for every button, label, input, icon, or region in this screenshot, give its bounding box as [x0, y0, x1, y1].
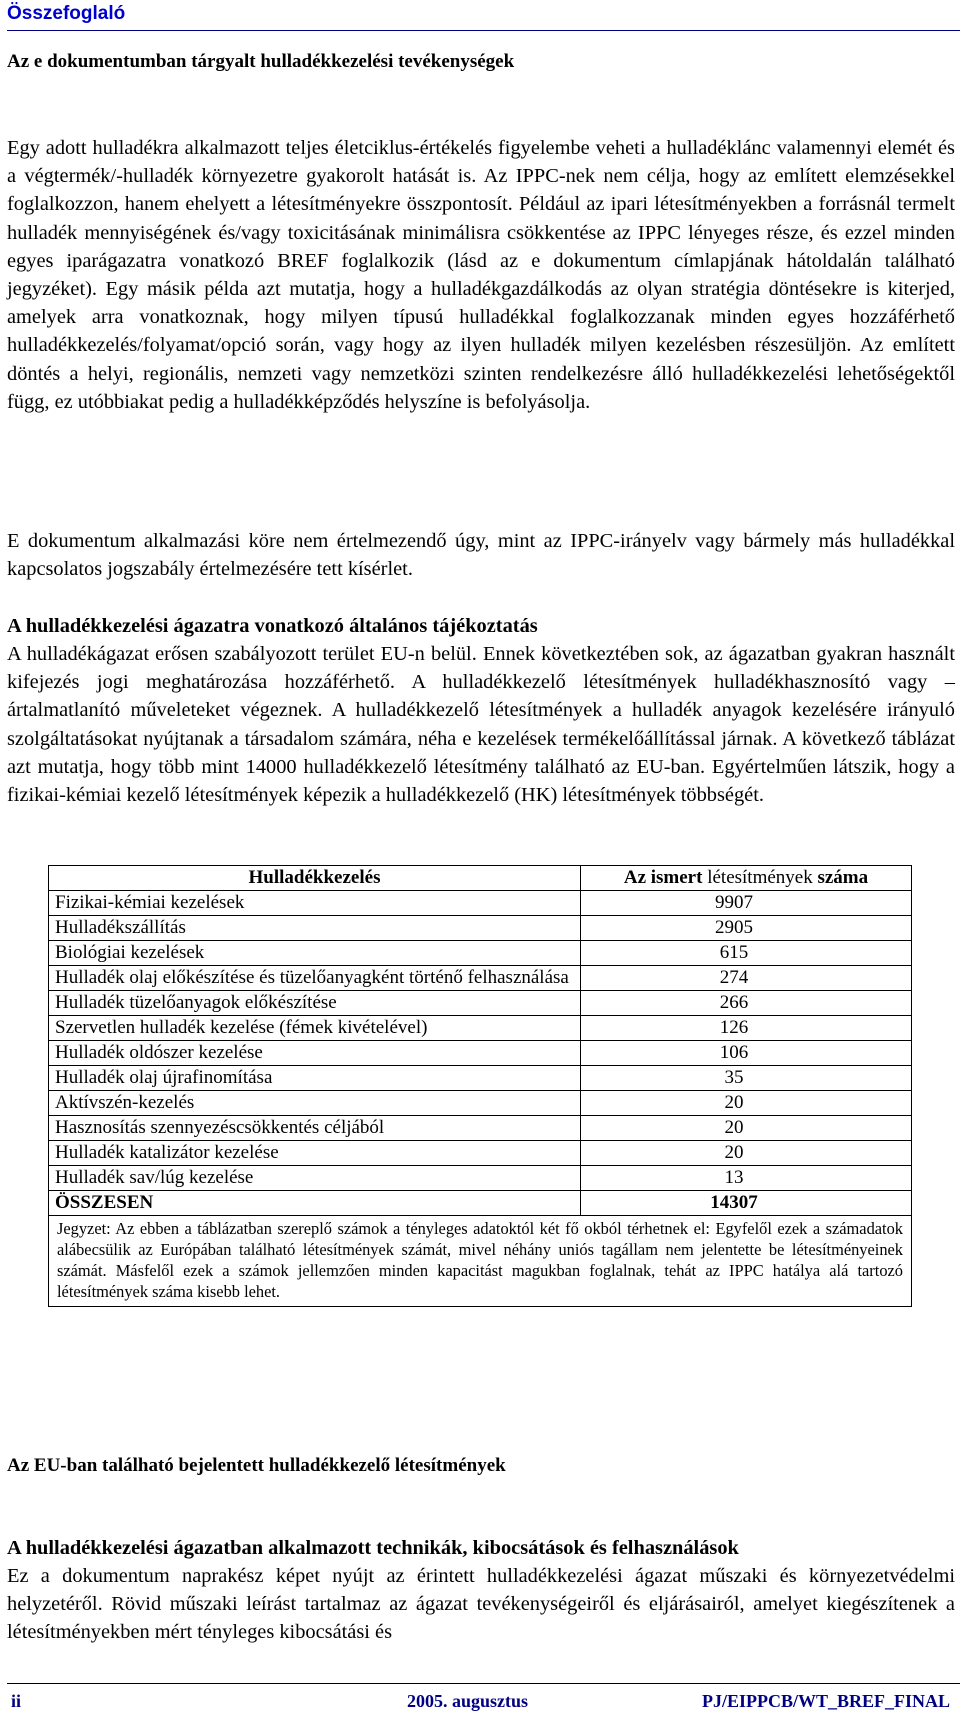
row-facility-count: 266	[581, 991, 912, 1016]
section-heading-activities: Az e dokumentumban tárgyalt hulladékkezelési tevékenységek	[7, 51, 515, 72]
paragraph-lifecycle: Egy adott hulladékra alkalmazott teljes életciklus-értékelés figyelembe veheti a hulladéklánc valamennyi elemét és a végtermék/-hulladék környezetre gyakorolt hatását is. Az IPPC-nek nem célja, hogy az említett elemzésekkel foglalkozzon, hanem ehelyett a létesítményekre összpontosít. Például az ipari létesítményekben a forrásnál termelt hulladék mennyiségének és/vagy toxicitásának minimálisra csökkentése az IPPC lényeges része, és ezzel minden egyes iparágazatra vonatkozó BREF foglalkozik (lásd az e dokumentum címlapjának hátoldalán található jegyzéket). Egy másik példa azt mutatja, hogy a hulladékgazdálkodás az olyan stratégia döntésekre is kiterjed, amelyek arra vonatkoznak, hogy milyen típusú hulladékkal foglalkozzanak minden egyes hozzáférhető hulladékkezelés/folyamat/opció során, vagy hogy az ilyen hulladék milyen kezelésben részesüljön. Az említett döntés a helyi, regionális, nemzeti vagy nemzetközi szinten rendelkezésre álló hulladékkezelési lehetőségektől függ, ez utóbbiakat pedig a hulladékképződés helyszíne is befolyásolja.	[7, 137, 955, 413]
header-title: Összefoglaló	[7, 3, 126, 24]
table-row	[49, 991, 912, 1016]
table-body	[49, 891, 912, 1191]
row-facility-count: 2905	[581, 916, 912, 941]
table-row	[49, 1141, 912, 1166]
table-row	[49, 1016, 912, 1041]
table-note-row	[49, 1216, 912, 1307]
paragraph-techniques: Ez a dokumentum naprakész képet nyújt az érintett hulladékkezelési ágazat műszaki és környezetvédelmi helyzetéről. Rövid műszaki leírást tartalmaz az ágazat tevékenységeiről és eljárásairól, amelyet kiegészítenek a létesítményekben mért tényleges kibocsátási és	[7, 1565, 955, 1644]
row-treatment-label: Szervetlen hulladék kezelése (fémek kivételével)	[49, 1016, 581, 1041]
table-total-row	[49, 1191, 912, 1216]
footer-page-number: ii	[11, 1691, 22, 1711]
row-treatment-label: Hulladék sav/lúg kezelése	[49, 1166, 581, 1191]
row-treatment-label: Hulladék olaj újrafinomítása	[49, 1066, 581, 1091]
table-row	[49, 941, 912, 966]
row-treatment-label: Fizikai-kémiai kezelések	[49, 891, 581, 916]
row-facility-count: 274	[581, 966, 912, 991]
table-header-row	[49, 866, 912, 891]
row-treatment-label: Aktívszén-kezelés	[49, 1091, 581, 1116]
row-facility-count: 615	[581, 941, 912, 966]
section-heading-techniques: A hulladékkezelési ágazatban alkalmazott technikák, kibocsátások és felhasználások	[7, 1537, 739, 1559]
row-treatment-label: Hulladék olaj előkészítése és tüzelőanyagként történő felhasználása	[49, 966, 581, 991]
table-row	[49, 891, 912, 916]
row-facility-count: 13	[581, 1166, 912, 1191]
table-note: Jegyzet: Az ebben a táblázatban szereplő számok a tényleges adatoktól két fő okból térhetnek el: Egyfelől ezek a számadatok alábecsülik az Európában található létesítmények számát, mivel néhány uniós tagállam nem jelentette be létesítményeinek számát. Másfelől ezek a számok jellemzően minden kapacitást magukban foglalnak, tehát az IPPC hatálya alá tartozó létesítmények száma kisebb lehet.	[49, 1216, 912, 1307]
table-caption: Az EU-ban található bejelentett hulladékkezelő létesítmények	[7, 1455, 506, 1476]
table-row	[49, 1066, 912, 1091]
table-header-treatment: Hulladékkezelés	[49, 866, 581, 891]
paragraph-general-info: A hulladékágazat erősen szabályozott terület EU-n belül. Ennek következtében sok, az ágazatban gyakran használt kifejezés jogi meghatározása hozzáférhető. A hulladékkezelő létesítmények hulladékhasznosító vagy –ártalmatlanító műveleteket végeznek. A hulladékkezelő létesítmények a hulladék anyagok kezelésére irányuló szolgáltatásokat nyújtanak a társadalom számára, néha e kezelések termékelőállítással járnak. A következő táblázat azt mutatja, hogy több mint 14000 hulladékkezelő létesítmény található az EU-ban. Egyértelműen látszik, hogy a fizikai-kémiai kezelő létesítmények képezik a hulladékkezelő (HK) létesítmények többségét.	[7, 643, 955, 807]
row-facility-count: 20	[581, 1116, 912, 1141]
facilities-table	[48, 865, 912, 1307]
row-facility-count: 35	[581, 1066, 912, 1091]
footer-document-code: PJ/EIPPCB/WT_BREF_FINAL	[701, 1691, 950, 1711]
row-facility-count: 20	[581, 1141, 912, 1166]
table-row	[49, 966, 912, 991]
row-treatment-label: Hulladékszállítás	[49, 916, 581, 941]
row-facility-count: 106	[581, 1041, 912, 1066]
row-facility-count: 126	[581, 1016, 912, 1041]
row-treatment-label: Hulladék oldószer kezelése	[49, 1041, 581, 1066]
row-treatment-label: Hasznosítás szennyezéscsökkentés céljából	[49, 1116, 581, 1141]
row-facility-count: 9907	[581, 891, 912, 916]
row-treatment-label: Hulladék tüzelőanyagok előkészítése	[49, 991, 581, 1016]
row-treatment-label: Hulladék katalizátor kezelése	[49, 1141, 581, 1166]
row-facility-count: 20	[581, 1091, 912, 1116]
paragraph-scope: E dokumentum alkalmazási köre nem értelmezendő úgy, mint az IPPC-irányelv vagy bármely más hulladékkal kapcsolatos jogszabály értelmezésére tett kísérlet.	[7, 530, 955, 581]
table-row	[49, 916, 912, 941]
table-row	[49, 1166, 912, 1191]
row-treatment-label: Biológiai kezelések	[49, 941, 581, 966]
table-row	[49, 1041, 912, 1066]
footer-date: 2005. augusztus	[407, 1691, 529, 1711]
total-value: 14307	[581, 1191, 912, 1216]
total-label: ÖSSZESEN	[49, 1191, 581, 1216]
table-row	[49, 1091, 912, 1116]
page-footer	[7, 1683, 960, 1723]
page-header	[7, 0, 960, 31]
section-heading-general-info: A hulladékkezelési ágazatra vonatkozó általános tájékoztatás	[7, 615, 538, 637]
table-row	[49, 1116, 912, 1141]
table-header-count: Az ismert létesítmények száma	[581, 866, 912, 891]
